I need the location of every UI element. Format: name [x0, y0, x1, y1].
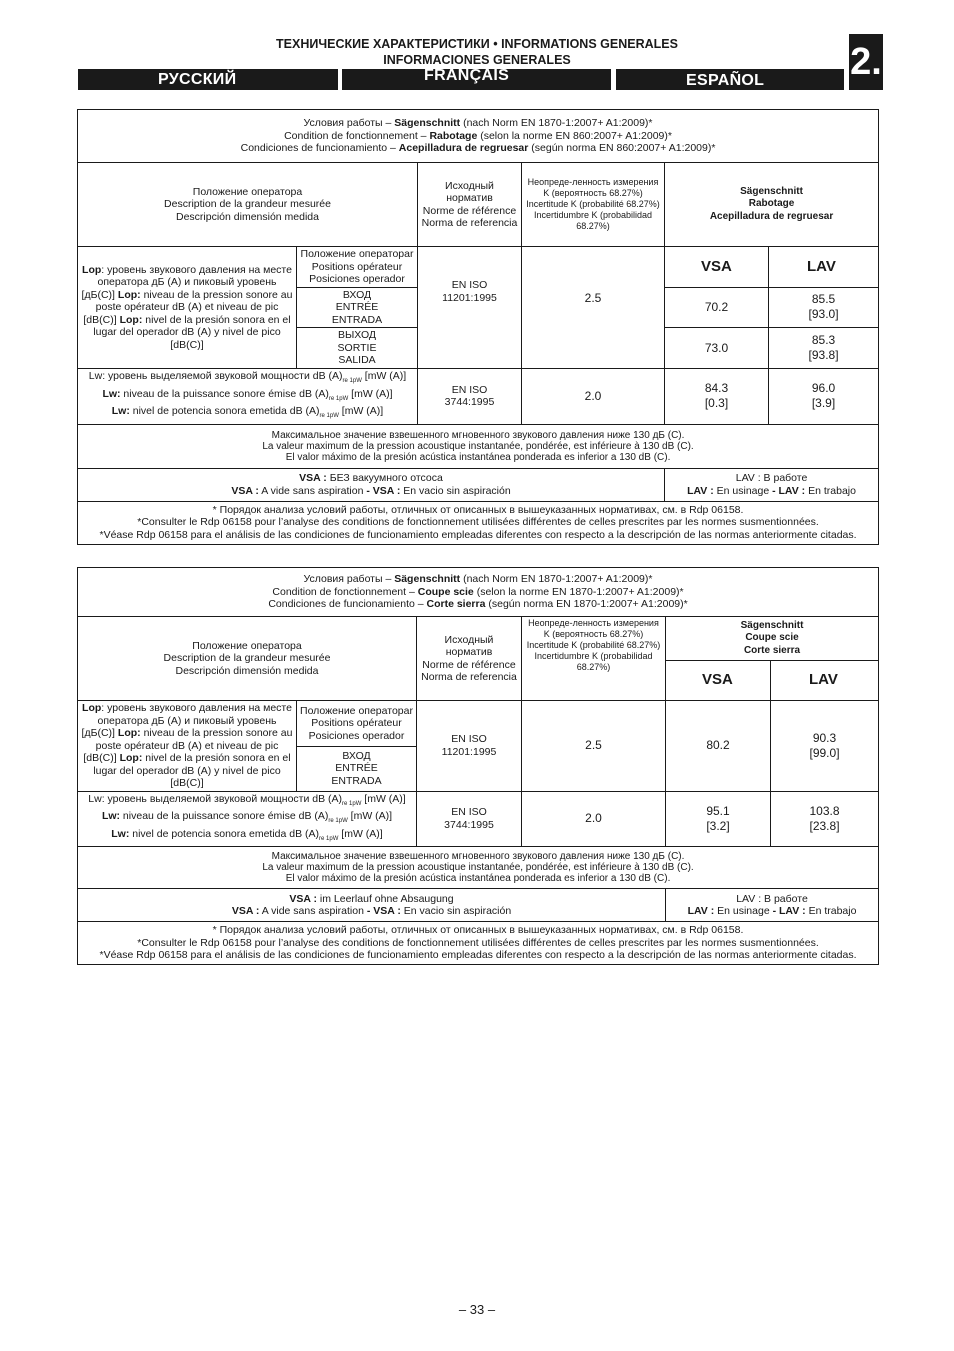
- lw-description: Lw: уровень выделяемой звуковой мощности dB $(A)_{re 1pW}$ [mW (A)] Lw: niveau de la puissance sonore émise dB $(A)_{re 1pW}$ [mW (A)] Lw: nivel de potencia sonora emetida dB $(A)_{re 1pW}$ [mW (A)]: [78, 369, 418, 425]
- input-vsa-value: 70.2: [665, 287, 769, 328]
- max-pressure-note: Максимальное значение взвешенного мгновенного звукового давления ниже 130 дБ (C). La valeur maximum de la pression acoustique instantanée, pondérée, est inférieure à 130 dB (C). El valor máximo de la presión acústica instantánea ponderada es inferior a 130 dB (C).: [78, 847, 879, 889]
- page-number: – 33 –: [458, 1302, 496, 1317]
- vsa-header: VSA: [666, 661, 771, 701]
- uncertainty-k-lop: 2.5: [522, 701, 666, 792]
- lw-vsa-value: 84.3 [0.3]: [665, 369, 769, 425]
- header-title-line2: INFORMACIONES GENERALES: [383, 53, 571, 67]
- lw-description: Lw: уровень выделяемой звуковой мощности dB $(A)_{re 1pW}$ [mW (A)] Lw: niveau de la puissance sonore émise dB $(A)_{re 1pW}$ [mW (A)] Lw: nivel de potencia sonora emetida dB $(A)_{re 1pW}$ [mW (A)]: [78, 791, 417, 847]
- column-header-row: [78, 617, 879, 661]
- output-vsa-value: 73.0: [665, 328, 769, 369]
- notes-row: [78, 922, 879, 965]
- uncertainty-k-lw: 2.0: [522, 791, 666, 847]
- noise-table-sawing: [77, 567, 879, 965]
- lop-description: Lop: уровень звукового давления на месте оператора дБ (A) и пиковый уровень [дБ(C)] Lop: niveau de la pression sonore au poste opérateur dB (A) et niveau de pic [dB(C)] Lop: nivel de la presión sonora en el lugar del operador dB (A) y nivel de pico [dB(C)]: [78, 701, 297, 792]
- col-header-norm: Исходный норматив Norme de référence Norma de referencia: [418, 163, 522, 247]
- footnotes: * Порядок анализа условий работы, отличных от описанных в вышеуказанных нормативах, см. в Rdp 06158. *Consulter le Rdp 06158 pour l’analyse des conditions de fonctionnement utilisées différentes de celles prescrites par les normes susmentionnées. *Véase Rdp 06158 para el análisis de las condiciones de funcionamiento empleadas diferentes con respecto a la descripción de las normas anteriormente citadas.: [78, 501, 879, 544]
- col-header-uncertainty: Неопреде-ленность измерения K (вероятность 68.27%) Incertitude K (probabilité 68.27%) Incertidumbre K (probabilidad 68.27%): [522, 163, 665, 247]
- lop-vsa-lav-row: [78, 247, 879, 288]
- col-header-operation: Sägenschnitt Coupe scie Corte sierra: [666, 617, 879, 661]
- operator-positions-label: Положение оператораr Positions opérateur Posiciones operador: [297, 701, 417, 747]
- lav-definition: LAV : В работе LAV : En usinage - LAV : En trabajo: [666, 889, 879, 922]
- norm-iso-11201: EN ISO 11201:1995: [417, 701, 522, 792]
- input-position-label: ВХОД ENTRÉE ENTRADA: [297, 287, 418, 328]
- lop-positions-row: [78, 701, 879, 747]
- section-number-badge: 2.: [849, 34, 883, 90]
- lav-header: LAV: [769, 247, 879, 288]
- lw-row: [78, 791, 879, 847]
- conditions-row: [78, 110, 879, 163]
- lop-description: Lop: уровень звукового давления на месте оператора дБ (A) и пиковый уровень [дБ(C)] Lop: niveau de la pression sonore au poste opérateur dB (A) et niveau de pic [dB(C)] Lop: nivel de la presión sonora en el lugar del operador dB (A) y nivel de pico [dB(C)]: [78, 247, 297, 369]
- legend-row: [78, 889, 879, 922]
- col-header-description: Положение оператора Description de la grandeur mesurée Descripción dimensión medida: [78, 163, 418, 247]
- header-title-line1: ТЕХНИЧЕСКИЕ ХАРАКТЕРИСТИКИ • INFORMATIONS GENERALES: [276, 37, 678, 51]
- operating-conditions: Условия работы – Sägenschnitt (nach Norm EN 1870-1:2007+ A1:2009)* Condition de fonctionnement – Rabotage (selon la norme EN 860:2007+ A1:2009)* Condiciones de funcionamiento – Acepilladura de regruesar (según norma EN 860:2007+ A1:2009)*: [78, 110, 879, 163]
- col-header-description: Положение оператора Description de la grandeur mesurée Descripción dimensión medida: [78, 617, 417, 701]
- norm-iso-3744: EN ISO 3744:1995: [418, 369, 522, 425]
- language-tab-russian: РУССКИЙ: [78, 69, 338, 90]
- max-pressure-note: Максимальное значение взвешенного мгновенного звукового давления ниже 130 дБ (C). La valeur maximum de la pression acoustique instantanée, pondérée, est inférieure à 130 dB (C). El valor máximo de la presión acústica instantánea ponderada es inferior a 130 dB (C).: [78, 424, 879, 468]
- vsa-header: VSA: [665, 247, 769, 288]
- vsa-definition: VSA : im Leerlauf ohne Absaugung VSA : A vide sans aspiration - VSA : En vacio sin aspiración: [78, 889, 666, 922]
- conditions-row: [78, 568, 879, 617]
- legend-row: [78, 468, 879, 501]
- lav-header: LAV: [771, 661, 879, 701]
- norm-iso-11201: EN ISO 11201:1995: [418, 247, 522, 369]
- operator-positions-label: Положение оператораr Positions opérateur Posiciones operador: [297, 247, 418, 288]
- input-vsa-value: 80.2: [666, 701, 771, 792]
- footnotes: * Порядок анализа условий работы, отличных от описанных в вышеуказанных нормативах, см. в Rdp 06158. *Consulter le Rdp 06158 pour l’analyse des conditions de fonctionnement utilisées différentes de celles prescrites par les normes susmentionnées. *Véase Rdp 06158 para el análisis de las condiciones de funcionamiento empleadas diferentes con respecto a la descripción de las normas anteriormente citadas.: [78, 922, 879, 965]
- col-header-uncertainty: Неопреде-ленность измерения K (вероятность 68.27%) Incertitude K (probabilité 68.27%) Incertidumbre K (probabilidad 68.27%): [522, 617, 666, 701]
- language-tab-spanish: ESPAÑOL: [616, 69, 844, 90]
- input-lav-value: 90.3 [99.0]: [771, 701, 879, 792]
- lav-definition: LAV : В работе LAV : En usinage - LAV : En trabajo: [665, 468, 879, 501]
- output-lav-value: 85.3 [93.8]: [769, 328, 879, 369]
- max-pressure-row: [78, 847, 879, 889]
- input-position-label: ВХОД ENTRÉE ENTRADA: [297, 746, 417, 791]
- col-header-norm: Исходный норматив Norme de référence Norma de referencia: [417, 617, 522, 701]
- language-tab-french: FRANÇAIS: [342, 69, 611, 90]
- operating-conditions: Условия работы – Sägenschnitt (nach Norm EN 1870-1:2007+ A1:2009)* Condition de fonctionnement – Coupe scie (selon la norme EN 1870-1:2007+ A1:2009)* Condiciones de funcionamiento – Corte sierra (según norma EN 1870-1:2007+ A1:2009)*: [78, 568, 879, 617]
- uncertainty-k-lw: 2.0: [522, 369, 665, 425]
- lw-lav-value: 96.0 [3.9]: [769, 369, 879, 425]
- max-pressure-row: [78, 424, 879, 468]
- output-position-label: ВЫХОД SORTIE SALIDA: [297, 328, 418, 369]
- column-header-row: [78, 163, 879, 247]
- input-lav-value: 85.5 [93.0]: [769, 287, 879, 328]
- norm-iso-3744: EN ISO 3744:1995: [417, 791, 522, 847]
- lw-row: [78, 369, 879, 425]
- vsa-definition: VSA : БЕЗ вакуумного отсоса VSA : A vide sans aspiration - VSA : En vacio sin aspiración: [78, 468, 665, 501]
- uncertainty-k-lop: 2.5: [522, 247, 665, 369]
- col-header-operation: Sägenschnitt Rabotage Acepilladura de regruesar: [665, 163, 879, 247]
- notes-row: [78, 501, 879, 544]
- lw-vsa-value: 95.1 [3.2]: [666, 791, 771, 847]
- noise-table-planing: [77, 109, 879, 545]
- lw-lav-value: 103.8 [23.8]: [771, 791, 879, 847]
